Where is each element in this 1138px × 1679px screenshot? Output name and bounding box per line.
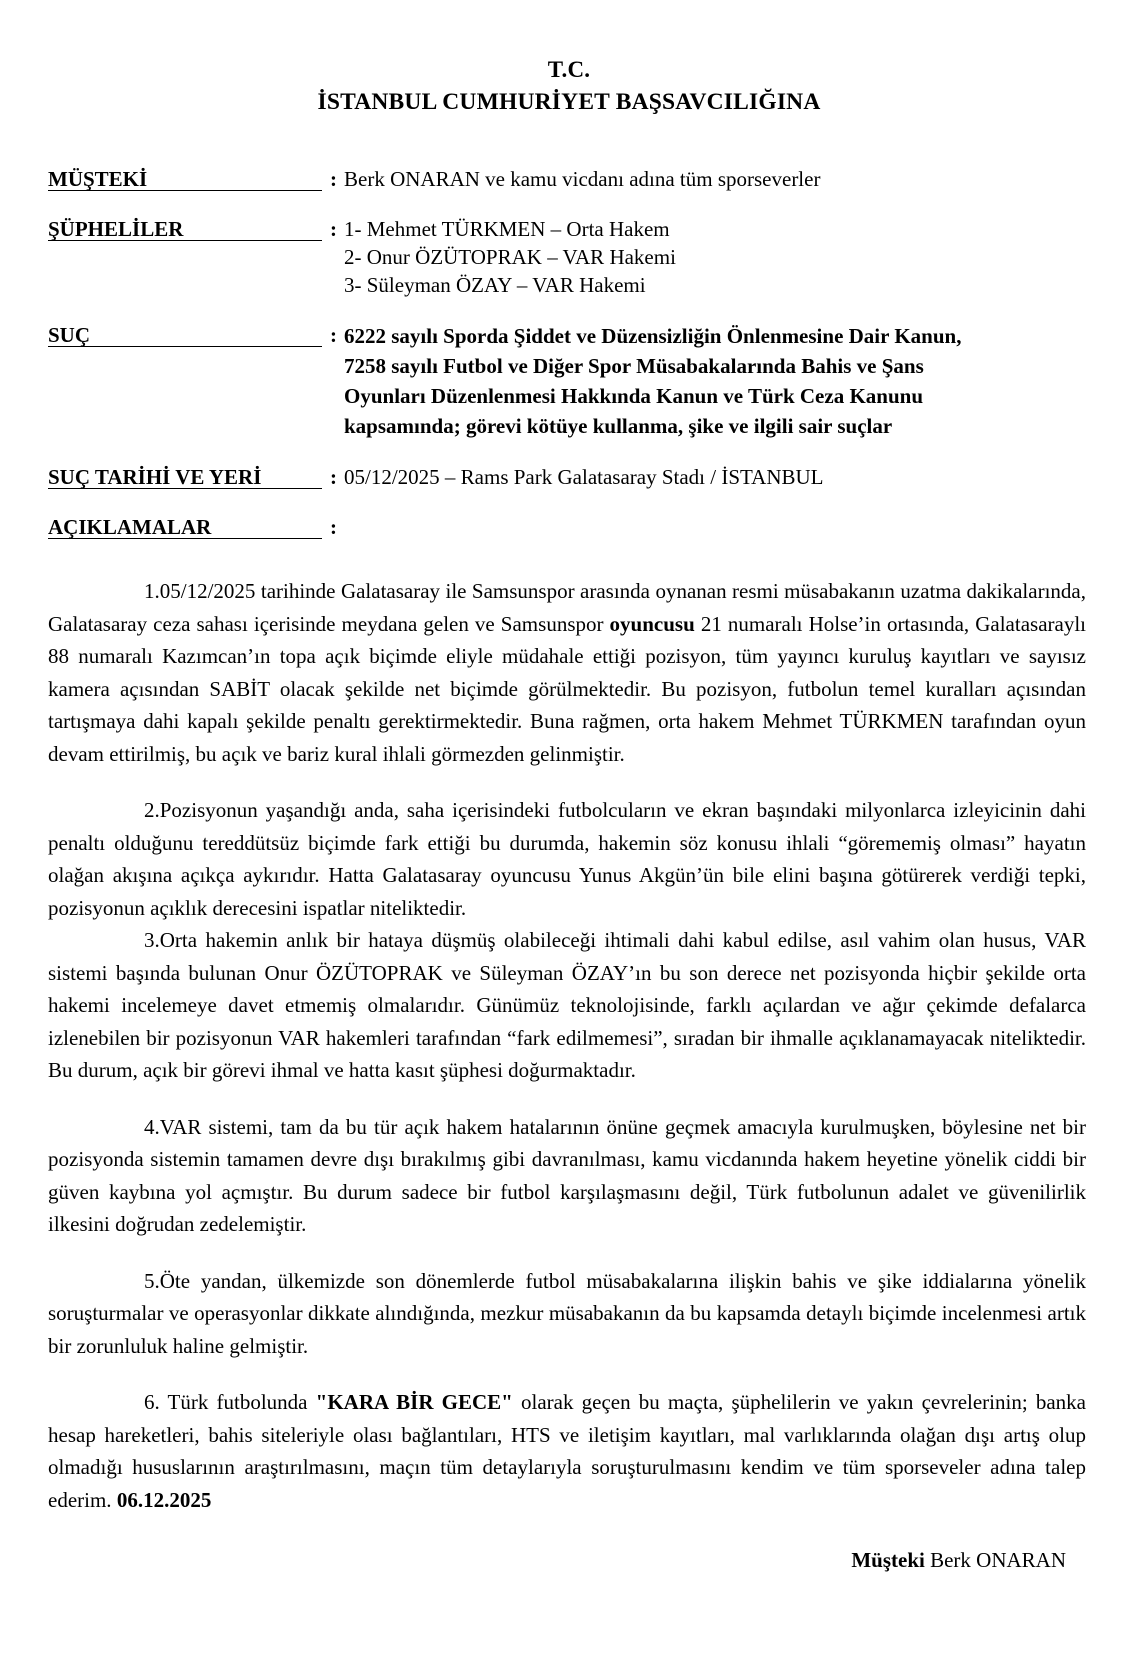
value-crime-date-place: [344, 463, 1086, 491]
crime-line: 6222 sayılı Sporda Şiddet ve Düzensizliğin Önlenmesine Dair Kanun,: [344, 324, 962, 348]
document-heading: [0, 55, 1138, 117]
value-crime: [344, 321, 1086, 441]
label-explanations-text: AÇIKLAMALAR: [48, 515, 212, 539]
paragraph-1-part-a: 1.05/12/2025 tarihinde Galatasaray ile Samsunspor arasında oynanan resmi müsabakanın uzatma dakikalarında, Galatasaray ceza sahası içerisinde meydana gelen ve Samsunspor: [48, 579, 1086, 636]
label-suspects-text: ŞÜPHELİLER: [48, 217, 184, 241]
label-crime-text: SUÇ: [48, 323, 91, 347]
paragraph-6: [48, 1386, 1086, 1516]
suspect-item: 2- Onur ÖZÜTOPRAK – VAR Hakemi: [344, 245, 676, 269]
paragraph-4: 4.VAR sistemi, tam da bu tür açık hakem hatalarının önüne geçmek amacıyla kurulmuşken, böylesine net bir pozisyonda sistemin tamamen devre dışı bırakılmış gibi davranılması, kamu vicdanında hakem heyetine yönelik ciddi bir güven kaybına yol açmıştır. Bu durum sadece bir futbol karşılaşmasını değil, Türk futbolunun adalet ve güvenilirlik ilkesini doğrudan zedelemiştir.: [48, 1114, 1086, 1236]
signature-block: [0, 1546, 1138, 1574]
suspect-item: 1- Mehmet TÜRKMEN – Orta Hakem: [344, 217, 670, 241]
value-suspects: [344, 215, 1086, 299]
document-body: [0, 575, 1138, 1516]
paragraph-1-part-b: 21 numaralı Holse’in ortasında, Galatasaraylı 88 numaralı Kazımcan’ın topa açık biçimde eliyle müdahale ettiği pozisyon, tüm yayıncı kuruluş kayıtları ve sayısız kamera açısından SABİT olacak şekilde net biçimde görülmektedir. Bu pozisyon, futbolun temel kuralları açısından tartışmaya dahi kapalı şekilde penaltı gerektirmektedir. Buna rağmen, orta hakem Mehmet TÜRKMEN tarafından oyun devam ettirilmiş, bu açık ve bariz kural ihlali görmezden gelinmiştir.: [48, 611, 1086, 766]
colon-crime: :: [330, 323, 337, 347]
signature-name: Berk ONARAN: [924, 1548, 1066, 1572]
paragraph-1-emphasis: oyuncusu: [609, 611, 695, 636]
field-row-suspects: [48, 215, 1086, 299]
label-crime-date-place-text: SUÇ TARİHİ VE YERİ: [48, 465, 262, 489]
document-page: [0, 55, 1138, 1679]
colon-explanations: :: [330, 515, 337, 539]
paragraph-6-emphasis: "KARA BİR GECE": [315, 1390, 513, 1414]
heading-line-authority: İSTANBUL CUMHURİYET BAŞSAVCILIĞINA: [317, 89, 821, 115]
crime-date-place-text: 05/12/2025 – Rams Park Galatasaray Stadı / İSTANBUL: [344, 465, 824, 489]
label-crime-date-place: [48, 463, 330, 491]
paragraph-6-date: 06.12.2025: [116, 1487, 212, 1512]
suspect-item: 3- Süleyman ÖZAY – VAR Hakemi: [344, 273, 646, 297]
crime-line: Oyunları Düzenlenmesi Hakkında Kanun ve Türk Ceza Kanunu: [344, 384, 923, 408]
field-row-crime-date-place: [48, 463, 1086, 491]
field-row-complainant: [48, 165, 1086, 193]
paragraph-6-part-b: olarak geçen bu maçta, şüphelilerin ve yakın çevrelerinin; banka hesap hareketleri, bahis siteleriyle olası bağlantıları, HTS ve iletişim kayıtları, mal varlıklarında olağan dışı artış olup olmadığı hususlarının araştırılmasını, maçın tüm detaylarıyla soruşturulmasını kendim ve tüm sporseveler adına talep ederim.: [48, 1390, 1086, 1512]
heading-line-tc: T.C.: [547, 57, 591, 82]
paragraph-1: [48, 575, 1086, 770]
field-row-explanations: [48, 513, 1086, 541]
label-complainant: [48, 165, 330, 193]
colon-crime-date-place: :: [330, 465, 337, 489]
signature-title: Müşteki: [851, 1548, 925, 1572]
label-suspects: [48, 215, 330, 243]
label-complainant-text: MÜŞTEKİ: [48, 167, 148, 191]
field-row-crime: [48, 321, 1086, 441]
colon-suspects: :: [330, 217, 337, 241]
complainant-name: Berk ONARAN ve kamu vicdanı adına tüm sporseverler: [344, 167, 821, 191]
crime-line: kapsamında; görevi kötüye kullanma, şike ve ilgili sair suçlar: [344, 414, 893, 438]
paragraph-2: 2.Pozisyonun yaşandığı anda, saha içerisindeki futbolcuların ve ekran başındaki milyonlarca izleyicinin dahi penaltı olduğunu tereddütsüz biçimde fark ettiği bu durumda, hakemin söz konusu ihlali “görememiş olması” hayatın olağan akışına açıkça aykırıdır. Hatta Galatasaray oyuncusu Yunus Akgün’ün bile elini başına götürerek verdiği tepki, pozisyonun açıklık derecesini ispatlar niteliktedir.: [48, 798, 1086, 920]
colon-complainant: :: [330, 167, 337, 191]
crime-line: 7258 sayılı Futbol ve Diğer Spor Müsabakalarında Bahis ve Şans: [344, 354, 924, 378]
field-list: [0, 165, 1138, 541]
paragraph-6-part-a: 6. Türk futbolunda: [144, 1390, 316, 1414]
paragraph-3: 3.Orta hakemin anlık bir hataya düşmüş olabileceği ihtimali dahi kabul edilse, asıl vahim olan husus, VAR sistemi başında bulunan Onur ÖZÜTOPRAK ve Süleyman ÖZAY’ın bu son derece net pozisyonda hiçbir şekilde orta hakemi incelemeye davet etmemiş olmalarıdır. Günümüz teknolojisinde, farklı açılardan ve ağır çekimde defalarca izlenebilen bir pozisyonun VAR hakemleri tarafından “fark edilmemesi”, sıradan bir ihmalle açıklanamayacak niteliktedir. Bu durum, açık bir görevi ihmal ve hatta kasıt şüphesi doğurmaktadır.: [48, 928, 1086, 1082]
label-explanations: [48, 513, 330, 541]
label-crime: [48, 321, 330, 349]
value-complainant: [344, 165, 1086, 193]
paragraph-5: 5.Öte yandan, ülkemizde son dönemlerde futbol müsabakalarına ilişkin bahis ve şike iddialarına yönelik soruşturmalar ve operasyonlar dikkate alındığında, mezkur müsabakanın da bu kapsamda detaylı biçimde incelenmesi artık bir zorunluluk haline gelmiştir.: [48, 1268, 1086, 1358]
